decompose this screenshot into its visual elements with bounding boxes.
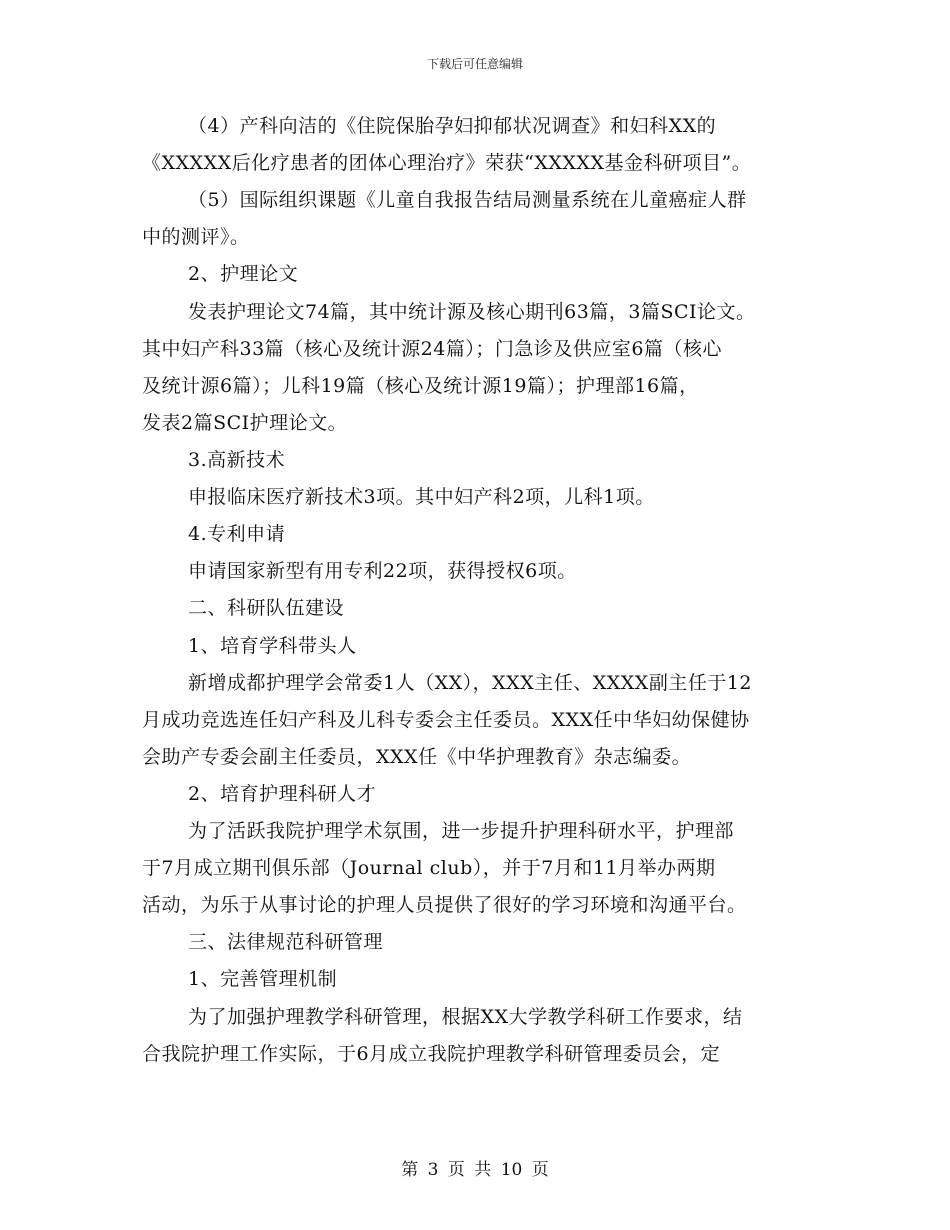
- text-line: 发表护理论文74篇，其中统计源及核心期刊63篇，3篇SCI论文。: [188, 301, 756, 323]
- text-line: 月成功竞选连任妇产科及儿科专委会主任委员。XXX任中华妇幼保健协: [142, 709, 750, 731]
- section-heading: 三、法律规范科研管理: [188, 931, 384, 953]
- text-line: 为了活跃我院护理学术氛围，进一步提升护理科研水平，护理部: [188, 820, 735, 842]
- text-line: 于7月成立期刊俱乐部（Journal club），并于7月和11月举办两期: [142, 857, 716, 879]
- section-heading: 1、完善管理机制: [188, 968, 338, 990]
- section-heading: 2、护理论文: [188, 263, 299, 285]
- text-line: 活动，为乐于从事讨论的护理人员提供了很好的学习环境和沟通平台。: [142, 894, 747, 916]
- text-line: 申请国家新型有用专利22项，获得授权6项。: [188, 560, 577, 582]
- text-line: 发表2篇SCI护理论文。: [142, 412, 348, 434]
- text-line: 申报临床医疗新技术3项。其中妇产科2项，儿科1项。: [188, 486, 655, 508]
- text-line: 为了加强护理教学科研管理，根据XX大学教学科研工作要求，结: [188, 1006, 743, 1028]
- section-heading: 3.高新技术: [188, 449, 286, 471]
- text-line: （5）国际组织课题《儿童自我报告结局测量系统在儿童癌症人群: [188, 189, 747, 211]
- text-line: 新增成都护理学会常委1人（XX），XXX主任、XXXX副主任于12: [188, 672, 753, 694]
- section-heading: 4.专利申请: [188, 523, 286, 545]
- section-heading: 二、科研队伍建设: [188, 597, 345, 619]
- text-line: 合我院护理工作实际，于6月成立我院护理教学科研管理委员会，定: [142, 1043, 721, 1065]
- text-line: 《XXXXX后化疗患者的团体心理治疗》荣获“XXXXX基金科研项目”。: [142, 152, 752, 174]
- text-line: （4）产科向洁的《住院保胎孕妇抑郁状况调查》和妇科XX的: [188, 115, 717, 137]
- text-line: 及统计源6篇）；儿科19篇（核心及统计源19篇）；护理部16篇，: [142, 375, 699, 397]
- text-line: 其中妇产科33篇（核心及统计源24篇）；门急诊及供应室6篇（核心: [142, 338, 722, 360]
- section-heading: 1、培育学科带头人: [188, 635, 357, 657]
- page-number: 第 3 页 共 10 页: [401, 1160, 549, 1180]
- text-line: 中的测评》。: [142, 226, 250, 248]
- section-heading: 2、培育护理科研人才: [188, 783, 377, 805]
- text-line: 会助产专委会副主任委员，XXX任《中华护理教育》杂志编委。: [142, 746, 692, 768]
- page-header: 下载后可任意编辑: [426, 57, 523, 71]
